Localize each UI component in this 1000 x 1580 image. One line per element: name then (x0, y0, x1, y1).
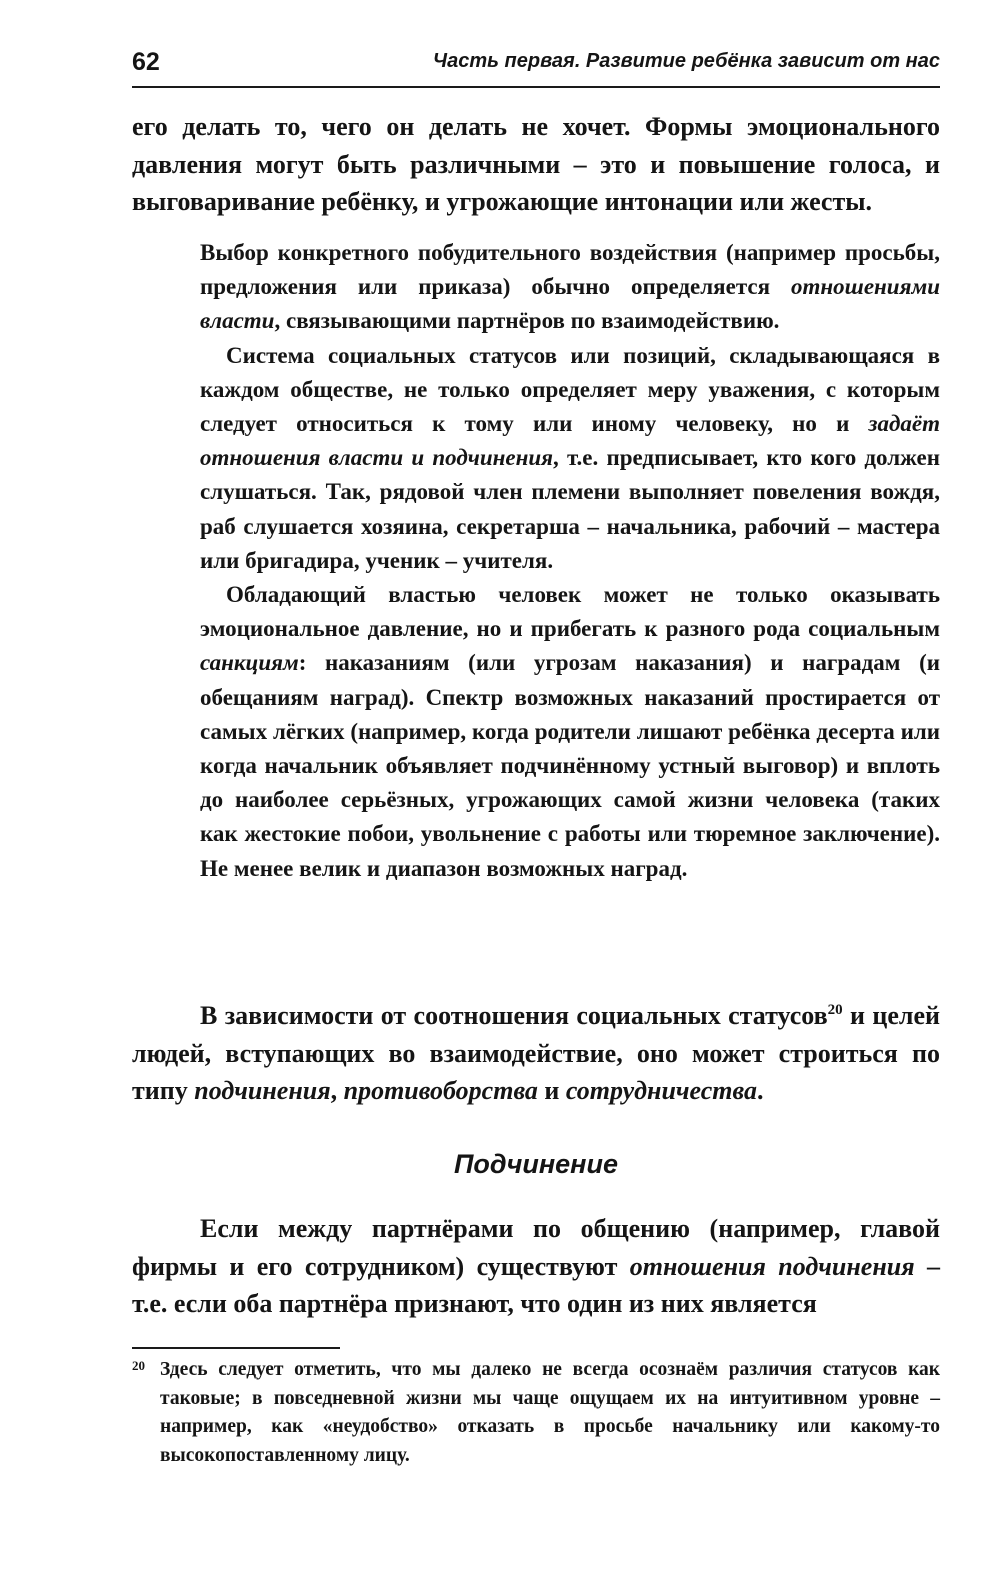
status-paragraph: В зависимости от соотношения социальных статусов$^{20}$ и целей людей, вступающих во взаимодействие, оно может строиться по типу подчинения, противоборства и сотрудничества. (132, 1001, 940, 1106)
footnote (132, 1356, 940, 1470)
footnote-marker: 20 (132, 1358, 145, 1373)
footnote-reference[interactable]: 20 (827, 1002, 843, 1018)
footnote-text: Здесь следует отметить, что мы далеко не всегда осознаём различия статусов как таковые; в повседневной жизни мы чаще ощущаем их на интуитивном уровне – например, как «неудобство» отказать в просьбе начальнику или какому-то высокопоставленному лицу. (160, 1359, 940, 1466)
indented-passage (200, 236, 940, 886)
page-number: 62 (132, 48, 160, 76)
footnote-divider (132, 1347, 340, 1349)
subordination-paragraph: Если между партнёрами по общению (например, главой фирмы и его сотрудником) существуют отношения подчинения – т.е. если оба партнёра признают, что один из них является (132, 1214, 941, 1319)
passage-paragraph-1: Выбор конкретного побудительного воздействия (например просьбы, предложения или приказа) обычно определяется отношениями власти, связывающими партнёров по взаимодействию. (200, 240, 940, 334)
section-heading: Подчинение (454, 1149, 618, 1179)
passage-paragraph-3: Обладающий властью человек может не только оказывать эмоциональное давление, но и прибегать к разного рода социальным санкциям: наказаниям (или угрозам наказания) и наградам (и обещаниям наград). Спектр возможных наказаний простирается от самых лёгких (например, когда родители лишают ребёнка десерта или когда начальник объявляет подчинённому устный выговор) и вплоть до наиболее серьёзных, угрожающих самой жизни человека (таких как жестокие побои, увольнение с работы или тюремное заключение). Не менее велик и диапазон возможных наград. (200, 582, 940, 881)
intro-paragraph: его делать то, чего он делать не хочет. Формы эмоционального давления могут быть различными – это и повышение голоса, и выговаривание ребёнку, и угрожающие интонации или жесты. (132, 112, 940, 217)
passage-paragraph-2: Система социальных статусов или позиций, складывающаяся в каждом обществе, не только определяет меру уважения, с которым следует относиться к тому или иному человеку, но и задаёт отношения власти и подчинения, т.е. предписывает, кто кого должен слушаться. Так, рядовой член племени выполняет повеления вождя, раб слушается хозяина, секретарша – начальника, рабочий – мастера или бригадира, ученик – учителя. (200, 342, 940, 573)
page-header (132, 44, 940, 88)
running-title: Часть первая. Развитие ребёнка зависит от нас (432, 50, 940, 72)
